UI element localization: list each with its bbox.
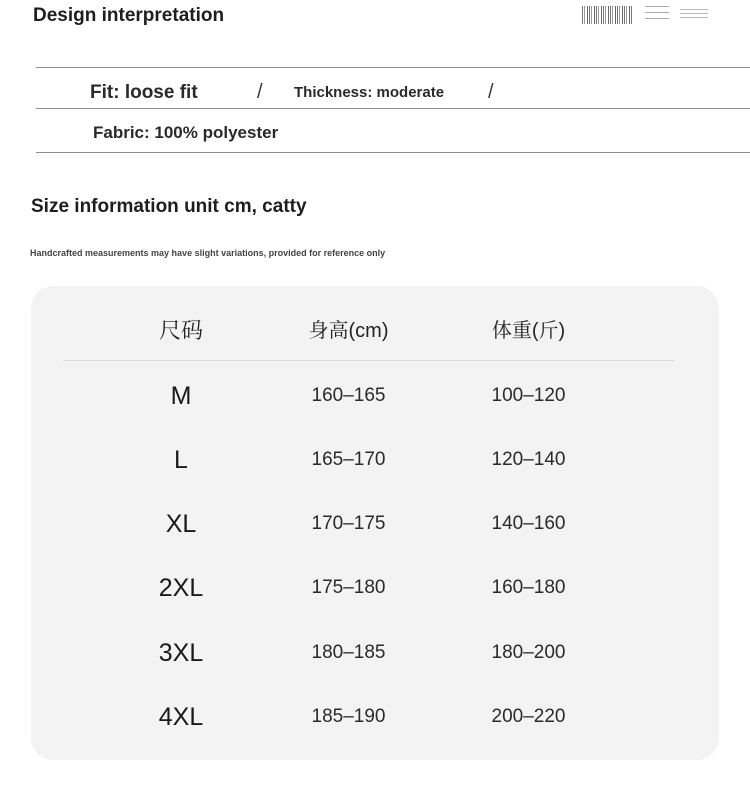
design-title: Design interpretation xyxy=(33,5,225,26)
height-cell: 185–190 xyxy=(311,706,386,727)
weight-cell: 180–200 xyxy=(491,642,566,663)
height-cell: 175–180 xyxy=(311,577,386,598)
label-text-decoration-small xyxy=(680,9,708,21)
divider-bottom xyxy=(36,152,750,153)
height-cell: 165–170 xyxy=(311,449,386,470)
divider-middle xyxy=(36,108,750,109)
size-cell: XL xyxy=(165,510,197,538)
size-info-title: Size information unit cm, catty xyxy=(31,196,307,217)
header-divider xyxy=(63,360,675,361)
thickness-label: Thickness: moderate xyxy=(294,84,445,101)
weight-cell: 160–180 xyxy=(491,577,566,598)
fit-label: Fit: loose fit xyxy=(90,82,198,103)
barcode-icon xyxy=(582,6,632,24)
fabric-label: Fabric: 100% polyester xyxy=(93,123,279,142)
header-height: 身高(cm) xyxy=(308,320,389,342)
weight-cell: 120–140 xyxy=(491,449,566,470)
separator-slash: / xyxy=(488,81,494,103)
divider-top xyxy=(36,67,750,68)
size-cell: 2XL xyxy=(158,574,204,602)
height-cell: 160–165 xyxy=(311,385,386,406)
height-cell: 170–175 xyxy=(311,513,386,534)
size-cell: M xyxy=(170,382,192,410)
weight-cell: 140–160 xyxy=(491,513,566,534)
label-text-decoration xyxy=(645,6,669,24)
weight-cell: 200–220 xyxy=(491,706,566,727)
size-cell: 3XL xyxy=(158,639,204,667)
height-cell: 180–185 xyxy=(311,642,386,663)
barcode-label-decoration xyxy=(582,4,722,26)
size-info-note: Handcrafted measurements may have slight variations, provided for reference only xyxy=(30,248,386,258)
header-weight: 体重(斤) xyxy=(491,320,566,342)
separator-slash: / xyxy=(257,81,263,103)
header-size: 尺码 xyxy=(158,318,203,343)
weight-cell: 100–120 xyxy=(491,385,566,406)
size-cell: 4XL xyxy=(158,703,204,731)
size-table-card xyxy=(31,286,719,760)
size-cell: L xyxy=(174,446,188,474)
